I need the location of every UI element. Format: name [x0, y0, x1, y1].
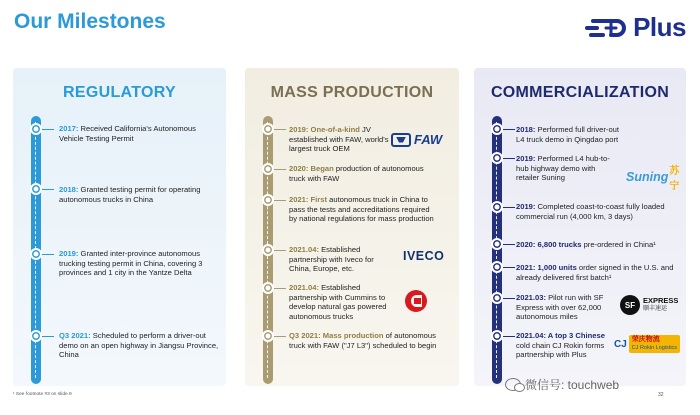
milestone-text: autonomous truck in China to pass the tests and accreditations required by national regulations for mass production [289, 195, 434, 224]
timeline-dot [491, 292, 503, 304]
timeline-dot [30, 248, 42, 260]
plus-logo [585, 12, 686, 43]
milestone-item [59, 124, 219, 143]
timeline-dot [262, 194, 274, 206]
timeline-connector [274, 169, 286, 170]
milestone-text: Scheduled to perform a driver-out demo on an open highway in Jiangsu Province, China [59, 331, 219, 360]
milestone-text: Completed coast-to-coast fully loaded commercial run (4,000 km, 3 days) [516, 202, 665, 221]
milestone-item [289, 245, 397, 274]
milestone-date: 2021.04: [289, 283, 319, 292]
milestone-item [289, 331, 439, 350]
milestone-item [516, 293, 618, 322]
timeline-dot [491, 238, 503, 250]
commercialization-panel [474, 68, 686, 386]
logo-wordmark: Plus [633, 12, 686, 42]
timeline-connector [503, 244, 515, 245]
milestone-item [59, 331, 219, 360]
milestone-text: Established partnership with Iveco for China, Europe, etc. [289, 245, 374, 274]
cummins-c-icon [405, 290, 427, 312]
timeline-connector [274, 336, 286, 337]
sf-logo-text: EXPRESS [643, 296, 679, 305]
rokin-logo-en: CJ Rokin Logistics [631, 345, 678, 351]
commercialization-heading: COMMERCIALIZATION [490, 84, 670, 101]
timeline-connector [274, 129, 286, 130]
milestone-date: Q3 2021: [59, 331, 91, 340]
milestone-item [289, 195, 439, 224]
suning-logo [626, 162, 686, 192]
timeline-connector [274, 200, 286, 201]
page-title: Our Milestones [14, 10, 166, 33]
milestone-item [516, 202, 674, 221]
regulatory-panel [13, 68, 226, 386]
timeline-dot [30, 123, 42, 135]
timeline-connector [274, 288, 286, 289]
milestone-highlight: First [308, 195, 328, 204]
cj-logo-text: CJ [614, 338, 627, 350]
milestone-text: order signed in the U.S. and already delivered first batch¹ [516, 263, 674, 282]
milestone-item [59, 249, 219, 278]
milestone-text: of autonomous truck with FAW ("J7 L3") scheduled to begin [289, 331, 437, 350]
milestone-text: Performed full driver-out L4 truck demo in Qingdao port [516, 125, 619, 144]
milestone-date: 2018: [516, 125, 536, 134]
timeline-dot [262, 244, 274, 256]
mass-production-heading: MASS PRODUCTION [270, 84, 434, 101]
milestone-date: 2021.04: [516, 331, 546, 340]
milestone-text: Performed L4 hub-to-hub highway demo with retailer Suning [516, 154, 610, 183]
timeline-dot [491, 123, 503, 135]
suning-logo-text: Suning [626, 170, 669, 184]
timeline-connector [42, 129, 54, 130]
milestone-text: production of autonomous truck with FAW [289, 164, 424, 183]
iveco-logo: IVECO [403, 249, 445, 263]
faw-emblem-icon [391, 133, 411, 147]
milestone-date: 2019: [516, 202, 536, 211]
milestone-text: Granted testing permit for operating autonomous trucks in China [59, 185, 201, 204]
mass-production-panel [245, 68, 459, 386]
milestone-item [516, 125, 628, 144]
timeline-dot [30, 183, 42, 195]
milestone-text: Established partnership with Cummins to develop natural gas powered autonomous trucks [289, 283, 387, 321]
milestone-item [516, 154, 620, 183]
milestone-highlight: A top 3 Chinese [545, 331, 605, 340]
suning-logo-cn: 苏宁 [669, 166, 680, 192]
regulatory-heading: REGULATORY [63, 84, 176, 101]
milestone-date: Q3 2021: [289, 331, 321, 340]
milestone-text: Pilot run with SF Express with over 62,000 autonomous miles [516, 293, 604, 322]
milestone-text: pre-ordered in China¹ [581, 240, 656, 249]
timeline-dot [491, 201, 503, 213]
milestone-date: 2020: [516, 240, 536, 249]
sf-express-logo [620, 295, 678, 315]
milestone-highlight: 6,800 trucks [535, 240, 582, 249]
milestone-text: Granted inter-province autonomous trucking testing permit in China, covering 3 provinces and 1 city in the Yantze Delta [59, 249, 203, 278]
sf-emblem-icon: SF [620, 295, 640, 315]
milestone-item [516, 240, 674, 250]
milestone-date: 2019: [59, 249, 79, 258]
watermark-text: 微信号: touchweb [525, 378, 620, 392]
milestone-highlight: One-of-a-kind [308, 125, 360, 134]
timeline-connector [42, 336, 54, 337]
timeline-connector [503, 267, 515, 268]
timeline-dot [262, 163, 274, 175]
milestone-item [289, 125, 397, 154]
milestone-date: 2021: [516, 263, 536, 272]
milestone-item [289, 164, 439, 183]
cj-rokin-logo [614, 335, 680, 353]
timeline-connector [503, 129, 515, 130]
milestone-text: cold chain CJ Rokin forms partnership with Plus [516, 340, 605, 360]
faw-logo-text: FAW [414, 132, 443, 147]
milestone-item [59, 185, 219, 204]
timeline-dot [262, 330, 274, 342]
milestone-date: 2017: [59, 124, 79, 133]
sf-logo-cn: 顺丰速运 [643, 306, 668, 312]
milestone-item [516, 331, 612, 360]
milestone-date: 2021.03: [516, 293, 546, 302]
milestone-date: 2021.04: [289, 245, 319, 254]
milestone-date: 2021: [289, 195, 309, 204]
timeline-dot [262, 123, 274, 135]
timeline-dot [491, 152, 503, 164]
timeline-connector [42, 254, 54, 255]
milestone-date: 2018: [59, 185, 79, 194]
milestone-text: Received California's Autonomous Vehicle Testing Permit [59, 124, 196, 143]
rokin-logo-cn: 荣庆物流 [631, 336, 660, 343]
timeline-connector [503, 336, 515, 337]
timeline-dot [491, 330, 503, 342]
cummins-logo [405, 290, 427, 312]
milestone-highlight: 1,000 units [535, 263, 577, 272]
milestone-date: 2019: [289, 125, 309, 134]
milestone-date: 2019: [516, 154, 536, 163]
milestone-date: 2020: [289, 164, 309, 173]
wechat-icon [505, 378, 521, 391]
milestone-item [516, 263, 674, 282]
milestone-highlight: Mass production [320, 331, 384, 340]
milestone-highlight: Began [308, 164, 334, 173]
timeline-dot [30, 330, 42, 342]
timeline-connector [503, 298, 515, 299]
timeline-dot [262, 282, 274, 294]
milestone-item [289, 283, 397, 321]
plus-logo-icon [585, 13, 629, 43]
footnote: ¹ See footnote #3 on slide 9 [13, 392, 72, 397]
timeline-connector [503, 207, 515, 208]
page-number: 32 [658, 392, 664, 398]
timeline-connector [42, 189, 54, 190]
timeline-dot [491, 261, 503, 273]
timeline-connector [503, 158, 515, 159]
wechat-watermark [505, 376, 619, 393]
timeline-connector [274, 250, 286, 251]
milestone-text: JV established with FAW, world's largest truck OEM [289, 125, 389, 154]
faw-logo [391, 132, 442, 147]
